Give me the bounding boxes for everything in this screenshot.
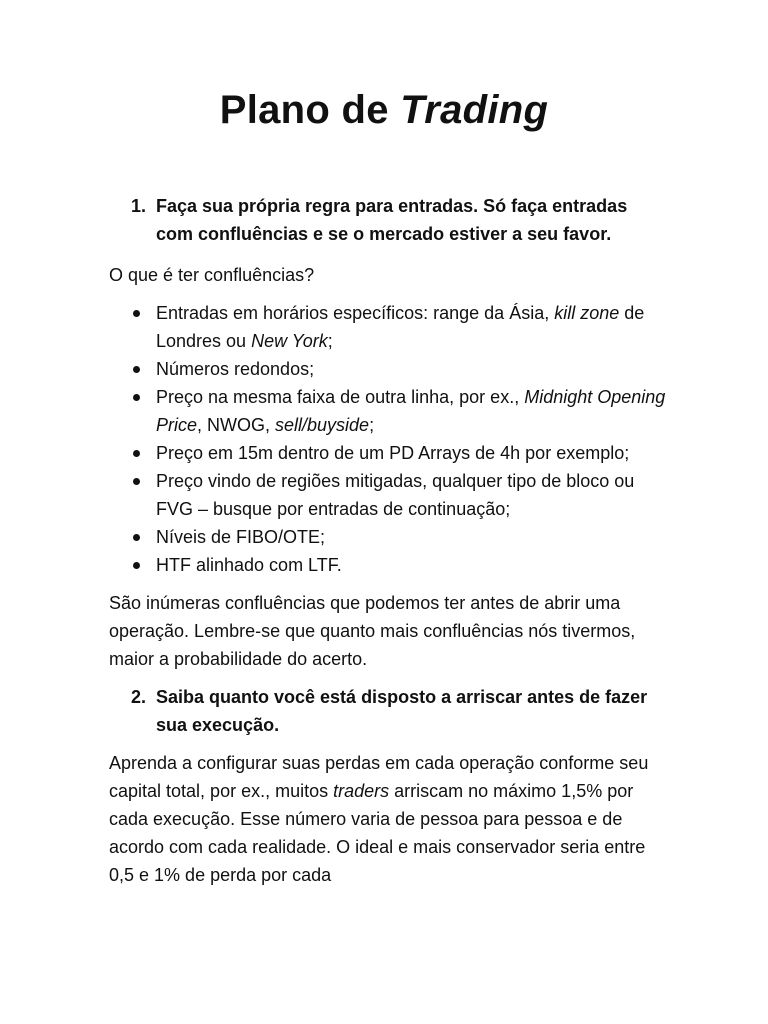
document-body (109, 192, 669, 889)
item-text: Faça sua própria regra para entradas. Só faça entradas com confluências e se o mercado estiver a seu favor. (156, 196, 628, 244)
list-item: Números redondos; (109, 355, 669, 383)
paragraph-confluences: São inúmeras confluências que podemos ter antes de abrir uma operação. Lembre-se que quanto mais confluências nós tivermos, maior a probabilidade do acerto. (109, 593, 636, 669)
title-main: Plano de (219, 88, 401, 132)
title-italic: Trading (400, 88, 549, 132)
numbered-item-2 (109, 683, 669, 739)
bullet-icon (133, 366, 140, 373)
list-item: Níveis de FIBO/OTE; (109, 523, 669, 551)
list-item: Preço em 15m dentro de um PD Arrays de 4h por exemplo; (109, 439, 669, 467)
page-title (0, 88, 768, 133)
list-item: Entradas em horários específicos: range da Ásia, kill zone de Londres ou New York; (109, 299, 669, 355)
list-item: Preço na mesma faixa de outra linha, por ex., Midnight Opening Price, NWOG, sell/buyside; (109, 383, 669, 439)
bullet-icon (133, 562, 140, 569)
item-text: Saiba quanto você está disposto a arriscar antes de fazer sua execução. (156, 687, 648, 735)
item-number: 1. (131, 196, 147, 216)
list-item: Preço vindo de regiões mitigadas, qualquer tipo de bloco ou FVG – busque por entradas de continuação; (109, 467, 669, 523)
numbered-item-1 (109, 192, 669, 248)
list-item: HTF alinhado com LTF. (109, 551, 669, 579)
paragraph-risk: Aprenda a configurar suas perdas em cada operação conforme seu capital total, por ex., muitos traders arriscam no máximo 1,5% por cada execução. Esse número varia de pessoa para pessoa e de acordo com cada realidade. O ideal e mais conservador seria entre 0,5 e 1% de perda por cada (109, 753, 649, 885)
bullet-icon (133, 310, 140, 317)
bullet-icon (133, 534, 140, 541)
confluence-list (109, 299, 669, 579)
bullet-icon (133, 394, 140, 401)
bullet-icon (133, 478, 140, 485)
confluence-question: O que é ter confluências? (109, 265, 315, 285)
bullet-icon (133, 450, 140, 457)
item-number: 2. (131, 687, 147, 707)
